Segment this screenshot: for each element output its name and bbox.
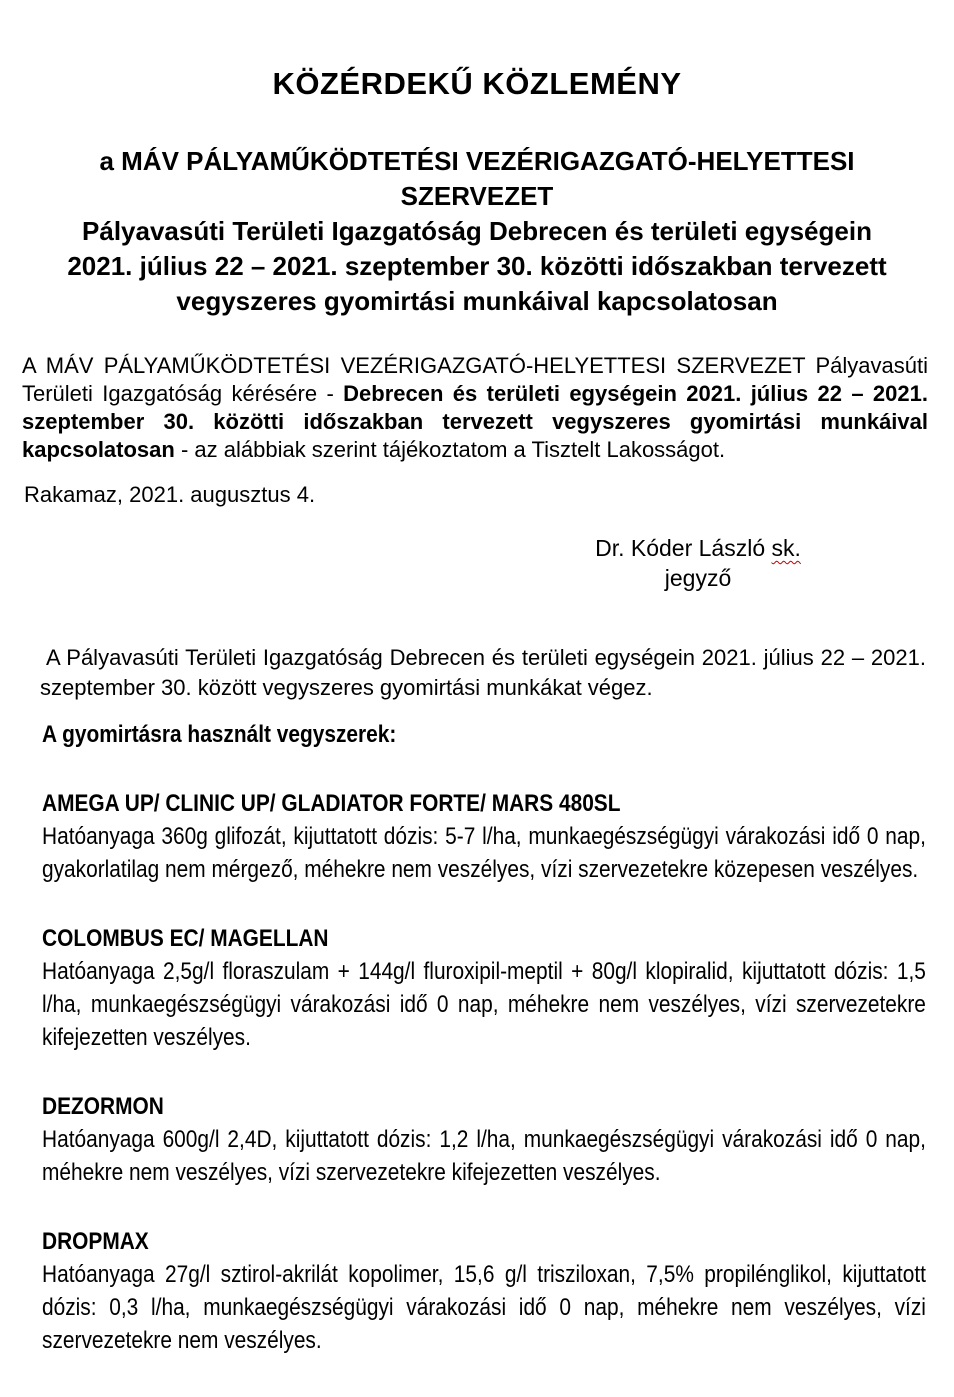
chemical-section-dezormon bbox=[42, 1090, 926, 1189]
chemical-description: Hatóanyaga 600g/l 2,4D, kijuttatott dózis: 1,2 l/ha, munkaegészségügyi várakozási idő 0 nap, méhekre nem veszélyes, vízi szervezetekre kifejezetten veszélyes. bbox=[42, 1126, 926, 1186]
subtitle-line-4: 2021. július 22 – 2021. szeptember 30. közötti időszakban tervezett bbox=[67, 251, 887, 281]
signatory-name: Dr. Kóder László bbox=[595, 535, 766, 561]
chemical-section-amega bbox=[42, 787, 926, 886]
subtitle-line-3: Pályavasúti Területi Igazgatóság Debrecen és területi egységein bbox=[82, 216, 872, 246]
chemical-name: DEZORMON bbox=[42, 1093, 164, 1120]
chemical-description: Hatóanyaga 360g glifozát, kijuttatott dózis: 5-7 l/ha, munkaegészségügyi várakozási idő 0 nap, gyakorlatilag nem mérgező, méhekre nem veszélyes, vízi szervezetekre közepesen veszélyes. bbox=[42, 823, 926, 883]
subtitle-line-2: SZERVEZET bbox=[400, 181, 554, 211]
work-notice-paragraph: A Pályavasúti Területi Igazgatóság Debrecen és területi egységein 2021. július 22 – 2021. szeptember 30. között vegyszeres gyomirtási munkákat végez. bbox=[40, 645, 926, 700]
signatory-role: jegyző bbox=[664, 565, 732, 591]
chemical-section-colombus bbox=[42, 922, 926, 1054]
subtitle-line-1: a MÁV PÁLYAMŰKÖDTETÉSI VEZÉRIGAZGATÓ-HELYETTESI bbox=[99, 146, 855, 176]
dateline: Rakamaz, 2021. augusztus 4. bbox=[24, 482, 316, 507]
chemical-section-dropmax bbox=[42, 1225, 926, 1357]
chemical-name: COLOMBUS EC/ MAGELLAN bbox=[42, 925, 329, 952]
chemical-name: AMEGA UP/ CLINIC UP/ GLADIATOR FORTE/ MARS 480SL bbox=[42, 790, 621, 817]
signature-block bbox=[548, 533, 848, 593]
signatory-name-line bbox=[548, 533, 848, 563]
chemicals-area bbox=[42, 719, 926, 1357]
intro-paragraph bbox=[22, 352, 928, 464]
signatory-sk-abbrev: sk. bbox=[771, 535, 801, 561]
intro-text-regular-2: - az alábbiak szerint tájékoztatom a Tisztelt Lakosságot. bbox=[174, 437, 726, 462]
intro-text-regular-1: A MÁV PÁLYAMŰKÖDTETÉSI VEZÉRIGAZGATÓ-HELYETTESI SZERVEZET Pályavasúti Területi Igazgatóság kérésére - bbox=[22, 353, 928, 406]
chemical-description: Hatóanyaga 2,5g/l floraszulam + 144g/l fluroxipil-meptil + 80g/l klopiralid, kijuttatott dózis: 1,5 l/ha, munkaegészségügyi várakozási idő 0 nap, méhekre nem veszélyes, vízi szervezetekre kifejezetten veszélyes. bbox=[42, 958, 926, 1051]
document-title: KÖZÉRDEKŰ KÖZLEMÉNY bbox=[272, 66, 682, 101]
chemical-name: DROPMAX bbox=[42, 1228, 149, 1255]
chemical-description: Hatóanyaga 27g/l sztirol-akrilát kopolimer, 15,6 g/l trisziloxan, 7,5% propilénglikol, kijuttatott dózis: 0,3 l/ha, munkaegészségügyi várakozási idő 0 nap, méhekre nem veszélyes, vízi szervezetekre nem veszélyes. bbox=[42, 1261, 926, 1354]
chemicals-heading: A gyomirtásra használt vegyszerek: bbox=[42, 721, 397, 748]
intro-text-bold: Debrecen és területi egységein 2021. július 22 – 2021. szeptember 30. közötti időszakban tervezett vegyszeres gyomirtási munkáival kapcsolatosan bbox=[22, 381, 928, 462]
subtitle-line-5: vegyszeres gyomirtási munkáival kapcsolatosan bbox=[176, 286, 778, 316]
document-subtitle bbox=[0, 144, 954, 319]
